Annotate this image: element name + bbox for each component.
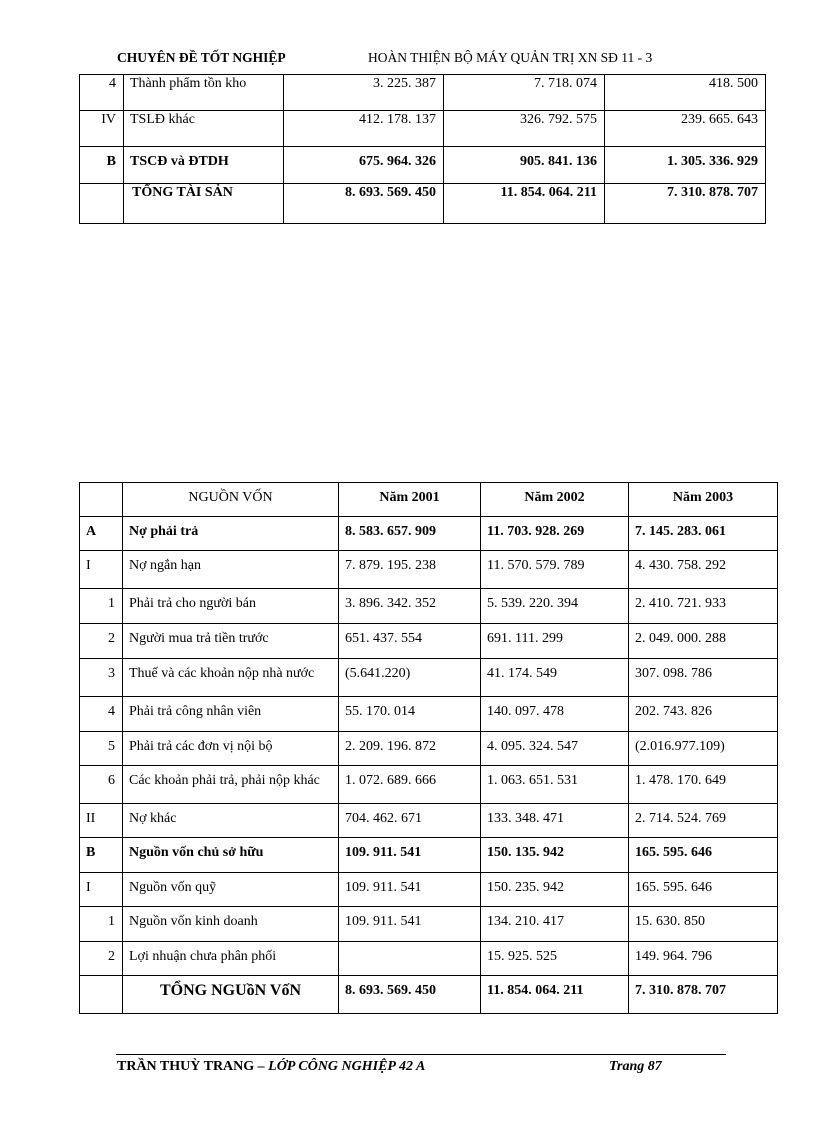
value-2002: 1. 063. 651. 531 [481,766,629,804]
value-2001: 7. 879. 195. 238 [339,551,481,589]
assets-table [79,74,766,224]
header-2002: Năm 2002 [481,483,629,517]
value-2001: 3. 225. 387 [284,75,444,111]
table-row [80,589,778,624]
row-label: Các khoản phải trả, phải nộp khác [123,766,339,804]
value-2003: 165. 595. 646 [629,838,778,873]
value-2001: 2. 209. 196. 872 [339,732,481,766]
row-code: 1 [80,907,123,942]
value-2003: 7. 310. 878. 707 [629,976,778,1014]
value-2002: 150. 235. 942 [481,873,629,907]
value-2003: 307. 098. 786 [629,659,778,697]
table-row [80,942,778,976]
table-row [80,766,778,804]
value-2001: 109. 911. 541 [339,873,481,907]
row-code: 5 [80,732,123,766]
row-label: Lợi nhuận chưa phân phối [123,942,339,976]
value-2002: 140. 097. 478 [481,697,629,732]
header-code [80,483,123,517]
row-code: 2 [80,942,123,976]
table-row [80,838,778,873]
row-code [80,184,124,224]
row-code: A [80,517,123,551]
header-right-title: HOÀN THIỆN BỘ MÁY QUẢN TRỊ XN SĐ 11 - 3 [368,50,653,65]
value-2002: 11. 854. 064. 211 [481,976,629,1014]
row-code: 4 [80,75,124,111]
value-2002: 11. 570. 579. 789 [481,551,629,589]
value-2002: 41. 174. 549 [481,659,629,697]
value-2003: 2. 714. 524. 769 [629,804,778,838]
footer-author-line [117,1059,425,1075]
footer-divider [116,1054,726,1055]
row-code: II [80,804,123,838]
value-2001: 3. 896. 342. 352 [339,589,481,624]
value-2003: 7. 310. 878. 707 [605,184,766,224]
value-2001: 1. 072. 689. 666 [339,766,481,804]
value-2002: 7. 718. 074 [444,75,605,111]
row-code: I [80,551,123,589]
table-row-total [80,184,766,224]
value-2002: 326. 792. 575 [444,111,605,147]
row-label: Phải trả các đơn vị nội bộ [123,732,339,766]
row-label: Thuế và các khoản nộp nhà nước [123,659,339,697]
value-2003: (2.016.977.109) [629,732,778,766]
value-2002: 133. 348. 471 [481,804,629,838]
value-2003: 202. 743. 826 [629,697,778,732]
value-2003: 1. 305. 336. 929 [605,147,766,184]
table-row [80,624,778,659]
value-2001: (5.641.220) [339,659,481,697]
value-2002: 905. 841. 136 [444,147,605,184]
value-2001: 8. 693. 569. 450 [339,976,481,1014]
value-2001: 675. 964. 326 [284,147,444,184]
value-2003: 165. 595. 646 [629,873,778,907]
header-left-title: CHUYÊN ĐỀ TỐT NGHIỆP [117,50,286,65]
value-2001: 8. 693. 569. 450 [284,184,444,224]
value-2001: 412. 178. 137 [284,111,444,147]
page-header [0,50,816,70]
row-label: Nợ khác [123,804,339,838]
value-2002: 150. 135. 942 [481,838,629,873]
row-label: TSCĐ và ĐTDH [124,147,284,184]
row-code: 6 [80,766,123,804]
table-row [80,873,778,907]
table-header-row [80,483,778,517]
table-row [80,804,778,838]
row-label: Nguồn vốn chủ sở hữu [123,838,339,873]
value-2002: 5. 539. 220. 394 [481,589,629,624]
value-2001: 651. 437. 554 [339,624,481,659]
table-row [80,551,778,589]
header-2001: Năm 2001 [339,483,481,517]
row-code: 1 [80,589,123,624]
value-2002: 11. 703. 928. 269 [481,517,629,551]
value-2001 [339,942,481,976]
row-code: IV [80,111,124,147]
value-2001: 109. 911. 541 [339,838,481,873]
value-2003: 149. 964. 796 [629,942,778,976]
row-code: 4 [80,697,123,732]
row-label: Phải trả công nhân viên [123,697,339,732]
row-label: Nguồn vốn kinh doanh [123,907,339,942]
value-2001: 704. 462. 671 [339,804,481,838]
row-code: B [80,147,124,184]
header-2003: Năm 2003 [629,483,778,517]
row-code: 2 [80,624,123,659]
row-code [80,976,123,1014]
row-label: Người mua trả tiền trước [123,624,339,659]
row-label: Nguồn vốn quỹ [123,873,339,907]
footer-class: LỚP CÔNG NGHIỆP 42 A [268,1059,426,1074]
value-2003: 7. 145. 283. 061 [629,517,778,551]
capital-table [79,482,778,1014]
row-label: TSLĐ khác [124,111,284,147]
value-2003: 418. 500 [605,75,766,111]
row-label: Nợ phải trả [123,517,339,551]
table-row [80,147,766,184]
header-label: NGUỒN VỐN [123,483,339,517]
footer-author: TRẦN THUỲ TRANG – [117,1059,265,1074]
row-label: TỔNG TÀI SẢN [124,184,284,224]
row-code: I [80,873,123,907]
value-2003: 2. 410. 721. 933 [629,589,778,624]
row-code: 3 [80,659,123,697]
value-2002: 691. 111. 299 [481,624,629,659]
table-row [80,517,778,551]
table-row-total [80,976,778,1014]
value-2003: 1. 478. 170. 649 [629,766,778,804]
value-2003: 239. 665. 643 [605,111,766,147]
table-row [80,659,778,697]
row-label: TỔNG NGUồN VốN [123,976,339,1014]
value-2001: 8. 583. 657. 909 [339,517,481,551]
table-row [80,732,778,766]
value-2003: 15. 630. 850 [629,907,778,942]
page-number: Trang 87 [609,1059,662,1074]
value-2002: 134. 210. 417 [481,907,629,942]
table-row [80,111,766,147]
table-row [80,697,778,732]
value-2002: 4. 095. 324. 547 [481,732,629,766]
row-label: Nợ ngắn hạn [123,551,339,589]
row-label: Phải trả cho người bán [123,589,339,624]
table-row [80,75,766,111]
value-2002: 11. 854. 064. 211 [444,184,605,224]
row-label: Thành phẩm tồn kho [124,75,284,111]
value-2001: 109. 911. 541 [339,907,481,942]
value-2003: 2. 049. 000. 288 [629,624,778,659]
value-2001: 55. 170. 014 [339,697,481,732]
value-2002: 15. 925. 525 [481,942,629,976]
table-row [80,907,778,942]
value-2003: 4. 430. 758. 292 [629,551,778,589]
row-code: B [80,838,123,873]
